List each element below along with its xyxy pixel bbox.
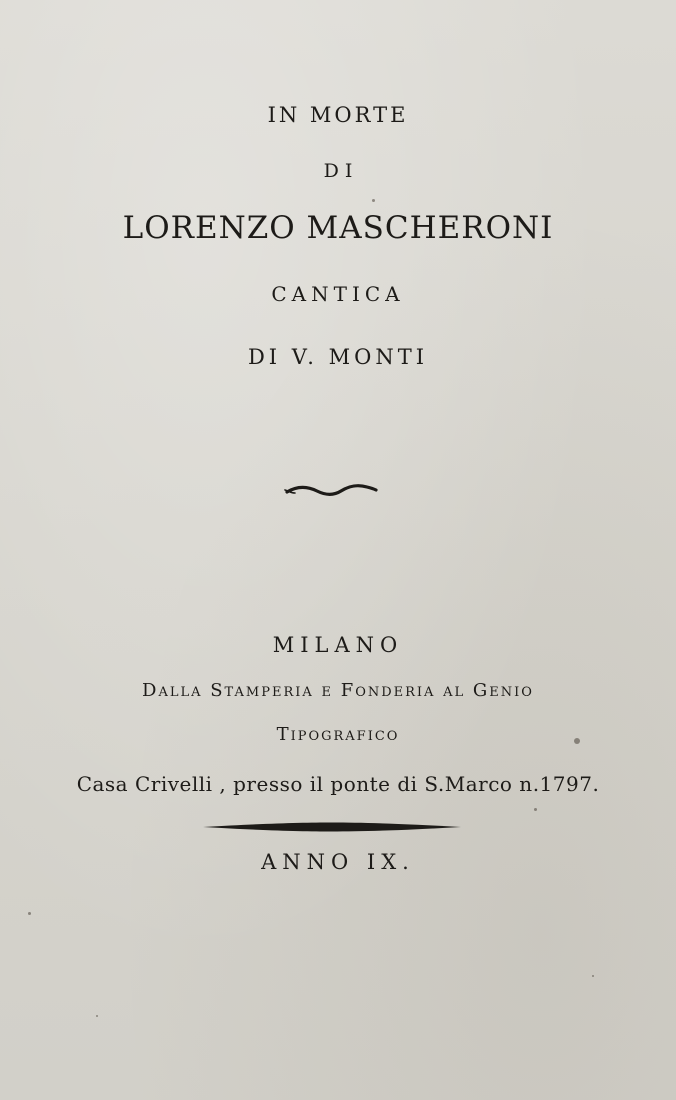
title-line-in-morte: IN MORTE [267, 103, 409, 127]
tapered-rule-divider [203, 821, 461, 833]
paper-speck [592, 975, 594, 977]
title-subject-name: LORENZO MASCHERONI [122, 210, 554, 246]
title-author: DI V. MONTI [247, 345, 429, 369]
paper-speck [372, 199, 375, 202]
title-genre: CANTICA [271, 282, 405, 306]
swash-ornament-icon [283, 481, 379, 501]
paper-speck [574, 738, 580, 744]
imprint-printer-line1: Dalla Stamperia e Fonderia al Genio [142, 680, 534, 701]
imprint-year: ANNO IX. [261, 850, 415, 874]
paper-speck [534, 808, 537, 811]
title-line-di: DI [323, 160, 359, 182]
paper-speck [28, 912, 31, 915]
imprint-city: MILANO [272, 633, 404, 657]
paper-speck [96, 1015, 98, 1017]
imprint-printer-line2: Tipografico [276, 724, 400, 745]
imprint-address: Casa Crivelli , presso il ponte di S.Marco n.1797. [76, 772, 600, 796]
